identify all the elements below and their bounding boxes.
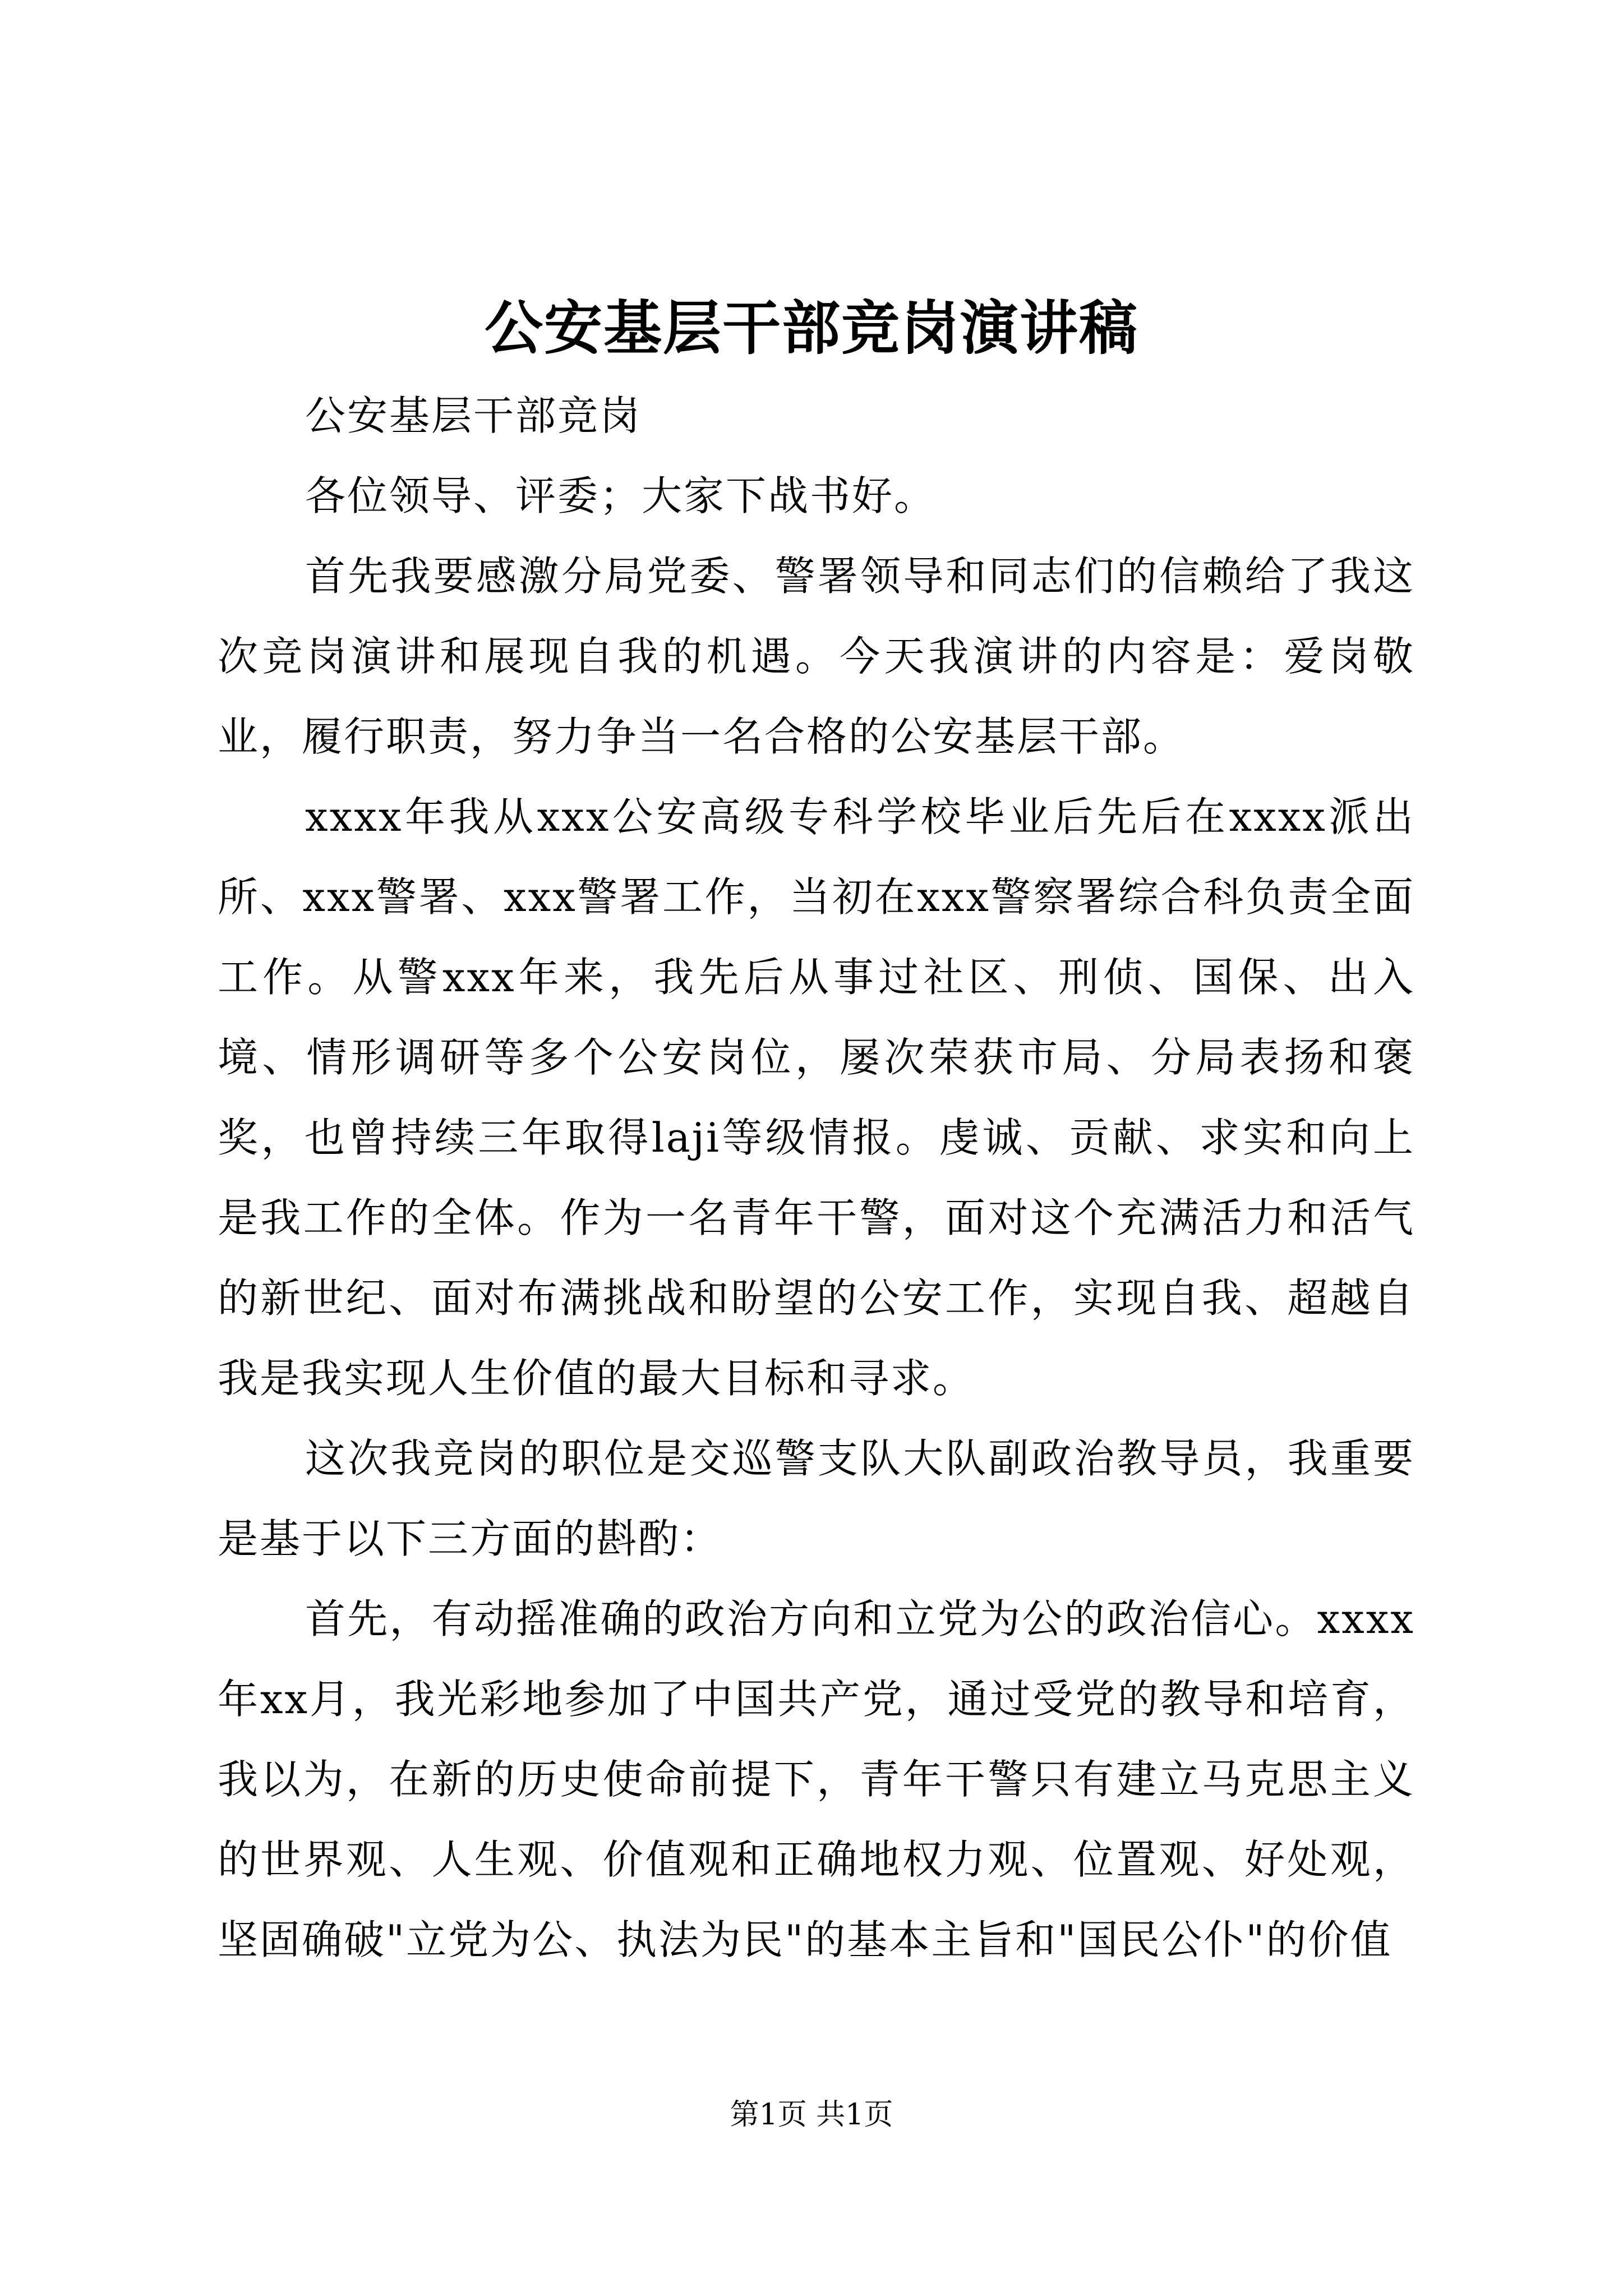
paragraph-thanks: 首先我要感激分局党委、警署领导和同志们的信赖给了我这次竞岗演讲和展现自我的机遇。今天我演讲的内容是：爱岗敬业，履行职责，努力争当一名合格的公安基层干部。: [218, 553, 1415, 760]
document-title: 公安基层干部竞岗演讲稿: [484, 293, 1138, 362]
page-footer: 第1页 共1页: [730, 2098, 893, 2132]
paragraph-position: 这次我竞岗的职位是交巡警支队大队副政治教导员，我重要是基于以下三方面的斟酌：: [218, 1435, 1415, 1562]
paragraph-background: xxxx年我从xxx公安高级专科学校毕业后先后在xxxx派出所、xxx警署、xxx警署工作，当初在xxx警察署综合科负责全面工作。从警xxx年来，我先后从事过社区、刑侦、国保、出入境、情形调研等多个公安岗位，屡次荣获市局、分局表扬和褒奖，也曾持续三年取得laji等级情报。虔诚、贡献、求实和向上是我工作的全体。作为一名青年干警，面对这个充满活力和活气的新世纪、面对布满挑战和盼望的公安工作，实现自我、超越自我是我实现人生价值的最大目标和寻求。: [218, 793, 1415, 1402]
document-body: [218, 376, 1415, 1980]
paragraph-subtitle: 公安基层干部竞岗: [305, 392, 642, 439]
paragraph-first-reason: 首先，有动摇准确的政治方向和立党为公的政治信心。xxxx年xx月，我光彩地参加了中国共产党，通过受党的教导和培育，我以为，在新的历史使命前提下，青年干警只有建立马克思主义的世界观、人生观、价值观和正确地权力观、位置观、好处观，坚固确破"立党为公、执法为民"的基本主旨和"国民公仆"的价值: [218, 1595, 1415, 1963]
paragraph-greeting: 各位领导、评委；大家下战书好。: [305, 472, 937, 519]
